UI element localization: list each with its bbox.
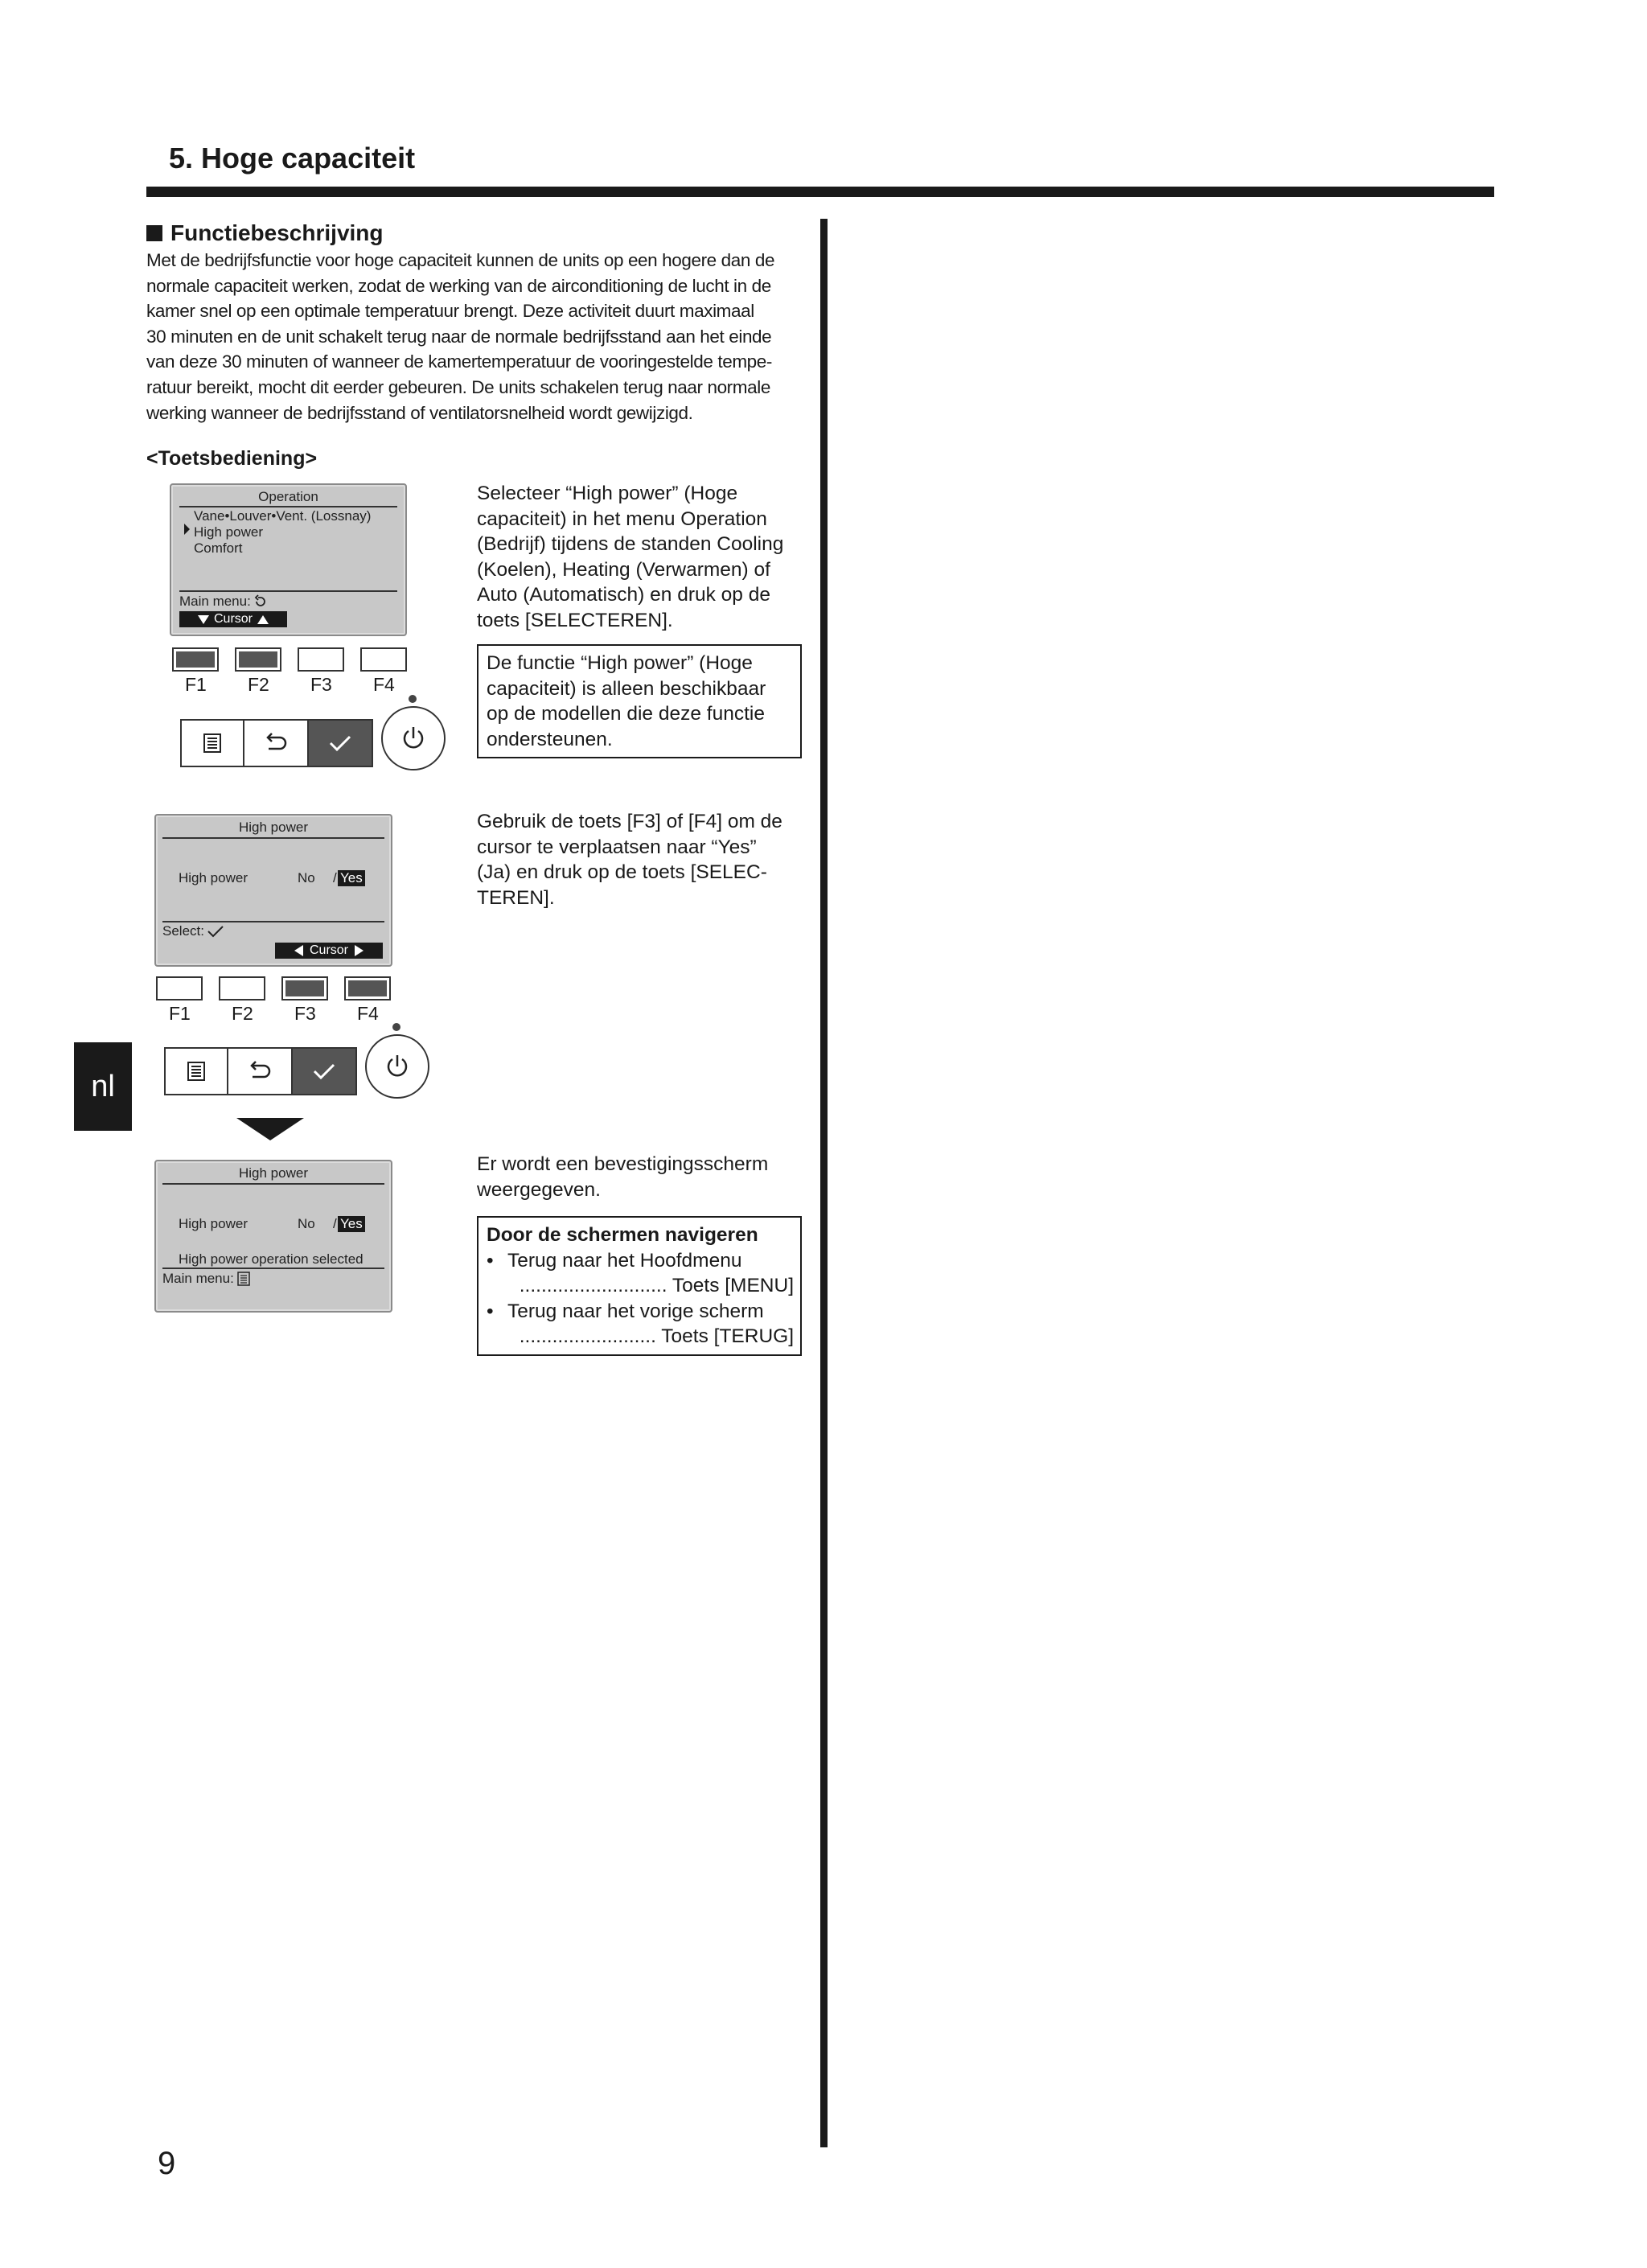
ops-heading: <Toetsbediening>	[146, 447, 318, 470]
select-button[interactable]	[309, 719, 373, 767]
control-buttons	[164, 1047, 357, 1095]
cursor-hint	[179, 611, 287, 627]
lcd-screen-confirmation	[154, 1160, 392, 1313]
step1-line: capaciteit) in het menu Operation	[477, 507, 767, 530]
title-rule	[146, 187, 1494, 197]
screen-rule	[162, 921, 384, 922]
return-button[interactable]	[228, 1047, 293, 1095]
option-separator: /	[333, 1216, 337, 1231]
bullet: •	[487, 1300, 494, 1322]
step1-text	[477, 481, 807, 633]
intro-line: Met de bedrijfsfunctie voor hoge capaciteit kunnen de units op een hogere dan de	[146, 250, 775, 270]
section-heading-text: Functiebeschrijving	[170, 220, 384, 245]
return-icon	[246, 1061, 273, 1082]
f2-key[interactable]	[219, 976, 265, 1000]
step2-text	[477, 809, 807, 910]
checkmark-icon	[207, 925, 224, 938]
step1-line: (Bedrijf) tijdens de standen Cooling	[477, 533, 784, 555]
return-icon	[262, 733, 290, 754]
square-bullet-icon	[146, 225, 162, 241]
cursor-hint	[275, 943, 383, 959]
lcd-screen-high-power	[154, 814, 392, 967]
power-icon	[400, 725, 427, 752]
f2-label: F2	[248, 674, 269, 695]
step1-line: Auto (Automatisch) en druk op de	[477, 584, 770, 606]
f1-key[interactable]	[172, 647, 219, 672]
f1-label: F1	[185, 674, 207, 695]
row-label: High power	[179, 870, 248, 885]
section-heading	[146, 220, 384, 246]
step1-line: toets [SELECTEREN].	[477, 609, 673, 631]
f3-label: F3	[310, 674, 332, 695]
select-button[interactable]	[293, 1047, 357, 1095]
triangle-right-icon	[355, 945, 363, 956]
intro-line: kamer snel op een optimale temperatuur brengt. Deze activiteit duurt maximaal	[146, 301, 754, 322]
screen-rule	[179, 590, 397, 592]
menu-icon	[202, 733, 223, 754]
menu-cursor-icon	[184, 524, 190, 535]
row-label: High power	[179, 1216, 248, 1231]
f4-label: F4	[373, 674, 395, 695]
step2-line: Gebruik de toets [F3] of [F4] om de	[477, 811, 782, 832]
footer-label	[162, 923, 224, 939]
page-number: 9	[158, 2146, 176, 2181]
intro-line: normale capaciteit werken, zodat de werking van de airconditioning de lucht in de	[146, 275, 771, 296]
power-led	[409, 695, 417, 703]
intro-line: werking wanneer de bedrijfsstand of ventilatorsnelheid wordt gewijzigd.	[146, 402, 693, 423]
footer-label-text: Main menu:	[179, 594, 251, 609]
bullet: •	[487, 1249, 494, 1272]
f1-key[interactable]	[156, 976, 203, 1000]
step3-line: Er wordt een bevestigingsscherm	[477, 1153, 769, 1175]
return-button[interactable]	[244, 719, 309, 767]
screen-title: High power	[239, 1165, 308, 1181]
f4-label: F4	[357, 1003, 379, 1024]
note-line: capaciteit) is alleen beschikbaar	[487, 677, 766, 700]
intro-line: 30 minuten en de unit schakelt terug naar de normale bedrijfsstand aan het einde	[146, 326, 772, 347]
menu-icon	[186, 1061, 207, 1082]
footer-label	[162, 1271, 251, 1287]
f1-label: F1	[169, 1003, 191, 1024]
page-title: 5. Hoge capaciteit	[169, 142, 416, 175]
power-icon	[384, 1053, 411, 1080]
step3-line: weergegeven.	[477, 1178, 601, 1201]
navigation-item-menu	[487, 1248, 794, 1274]
footer-label	[179, 594, 268, 610]
option-no: No	[298, 1216, 315, 1231]
f2-key[interactable]	[235, 647, 281, 672]
note-box	[477, 644, 802, 758]
return-icon	[253, 594, 268, 609]
menu-item: Comfort	[194, 540, 243, 556]
menu-button[interactable]	[164, 1047, 228, 1095]
navigation-item-key: ......................... Toets [TERUG]	[519, 1325, 794, 1347]
navigation-item-back	[487, 1299, 794, 1325]
language-tab: nl	[74, 1042, 132, 1131]
screen-rule	[162, 1183, 384, 1185]
menu-item-selected: High power	[194, 524, 263, 540]
f3-key[interactable]	[281, 976, 328, 1000]
intro-paragraph	[146, 248, 806, 425]
option-yes-selected: Yes	[338, 1216, 365, 1232]
f4-key[interactable]	[344, 976, 391, 1000]
screen-title: High power	[239, 820, 308, 835]
f3-key[interactable]	[298, 647, 344, 672]
f4-key[interactable]	[360, 647, 407, 672]
navigation-item-key: ........................... Toets [MENU]	[519, 1275, 794, 1296]
screen-rule	[162, 837, 384, 839]
triangle-up-icon	[257, 615, 269, 624]
power-led	[392, 1023, 400, 1031]
note-line: De functie “High power” (Hoge	[487, 652, 753, 674]
step1-line: (Koelen), Heating (Verwarmen) of	[477, 558, 770, 581]
navigation-item-text: Terug naar het Hoofdmenu	[507, 1249, 742, 1272]
step2-line: cursor te verplaatsen naar “Yes”	[477, 836, 757, 858]
control-buttons	[180, 719, 373, 767]
menu-button[interactable]	[180, 719, 244, 767]
arrow-down-icon	[236, 1118, 304, 1140]
step1-line: Selecteer “High power” (Hoge	[477, 483, 738, 504]
footer-label-text: Main menu:	[162, 1271, 234, 1286]
step2-line: (Ja) en druk op de toets [SELEC-	[477, 861, 767, 883]
intro-line: van deze 30 minuten of wanneer de kamertemperatuur de vooringestelde tempe-	[146, 351, 772, 372]
note-line: ondersteunen.	[487, 728, 613, 750]
power-button[interactable]	[381, 706, 446, 770]
option-yes-selected: Yes	[338, 870, 365, 886]
step3-text	[477, 1152, 807, 1202]
cursor-label: Cursor	[213, 612, 253, 626]
option-no: No	[298, 870, 315, 885]
lcd-screen-operation	[170, 483, 407, 636]
cursor-label: Cursor	[309, 943, 348, 957]
checkmark-icon	[328, 733, 352, 753]
intro-line: ratuur bereikt, mocht dit eerder gebeuren. De units schakelen terug naar normale	[146, 376, 770, 397]
footer-label-text: Select:	[162, 923, 204, 939]
screen-rule	[162, 1268, 384, 1269]
menu-icon	[236, 1272, 251, 1286]
column-divider	[820, 219, 828, 2147]
navigation-item-text: Terug naar het vorige scherm	[507, 1300, 764, 1322]
option-separator: /	[333, 870, 337, 885]
power-button[interactable]	[365, 1034, 429, 1099]
step2-line: TEREN].	[477, 886, 555, 909]
confirmation-message: High power operation selected	[179, 1251, 363, 1267]
screen-rule	[179, 506, 397, 507]
f3-label: F3	[294, 1003, 316, 1024]
note-line: op de modellen die deze functie	[487, 703, 765, 725]
screen-title: Operation	[258, 489, 318, 504]
triangle-down-icon	[198, 615, 209, 624]
menu-item: Vane•Louver•Vent. (Lossnay)	[194, 508, 372, 524]
navigation-heading: Door de schermen navigeren	[487, 1224, 758, 1246]
f2-label: F2	[232, 1003, 253, 1024]
triangle-left-icon	[294, 945, 303, 956]
navigation-box	[477, 1216, 802, 1356]
checkmark-icon	[312, 1062, 336, 1081]
